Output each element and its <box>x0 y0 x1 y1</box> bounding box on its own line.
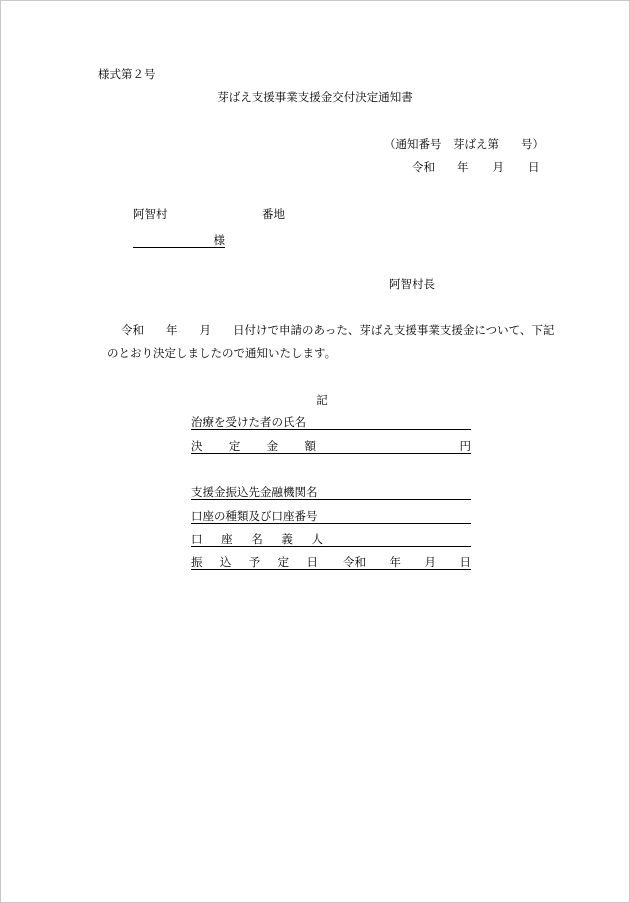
label-char: 定 <box>277 555 290 569</box>
notice-number-suffix: 号） <box>521 137 544 151</box>
address-banchi: 番地 <box>262 207 285 221</box>
transfer-date-month: 月 <box>424 555 436 569</box>
form-number: 様式第２号 <box>98 67 156 81</box>
field-bank-name-label: 支援金振込先金融機関名 <box>191 485 318 499</box>
label-char: 金 <box>266 439 279 453</box>
body-line1-rest: 日付けで申請のあった、芽ばえ支援事業支援金について、下記 <box>233 323 555 337</box>
field-account-type-number-label: 口座の種類及び口座番号 <box>191 509 318 523</box>
body-era: 令和 <box>121 323 144 337</box>
field-account-type-number <box>191 509 471 524</box>
label-char: 決 <box>191 439 203 453</box>
issue-date-month: 月 <box>492 160 504 174</box>
body-month: 月 <box>199 323 211 337</box>
field-account-holder-label <box>191 532 323 546</box>
notice-number <box>384 137 544 151</box>
issuer-name: 阿智村長 <box>389 277 435 291</box>
field-patient-name <box>191 415 471 430</box>
label-char: 口 <box>191 532 203 546</box>
label-char: 座 <box>221 532 233 546</box>
issue-date-year: 年 <box>457 160 469 174</box>
body-line-1 <box>121 323 554 337</box>
body-year: 年 <box>166 323 178 337</box>
label-char: 日 <box>306 555 318 569</box>
field-transfer-date <box>191 555 471 570</box>
ki-heading: 記 <box>316 393 328 407</box>
label-char: 予 <box>248 555 261 569</box>
field-decided-amount <box>191 439 471 454</box>
transfer-date-value <box>343 555 471 569</box>
label-char: 人 <box>311 532 323 546</box>
issue-date-era: 令和 <box>412 160 435 174</box>
field-transfer-date-label <box>191 555 318 569</box>
recipient-suffix: 様 <box>213 233 225 247</box>
amount-unit: 円 <box>459 439 471 453</box>
recipient-name-line <box>133 233 225 248</box>
label-char: 額 <box>304 439 316 453</box>
field-decided-amount-label <box>191 439 316 453</box>
document-title: 芽ばえ支援事業支援金交付決定通知書 <box>217 90 413 104</box>
body-line-2: のとおり決定しましたので通知いたします。 <box>107 346 337 360</box>
label-char: 振 <box>191 555 203 569</box>
transfer-date-year: 年 <box>389 555 401 569</box>
label-char: 義 <box>281 532 293 546</box>
issue-date-day: 日 <box>528 160 540 174</box>
transfer-date-day: 日 <box>459 555 471 569</box>
label-char: 定 <box>228 439 241 453</box>
label-char: 込 <box>219 555 232 569</box>
address-village: 阿智村 <box>133 207 168 221</box>
issue-date <box>412 160 540 174</box>
notice-number-prefix: （通知番号 芽ばえ第 <box>384 137 499 151</box>
field-patient-name-label: 治療を受けた者の氏名 <box>191 415 306 429</box>
field-account-holder <box>191 532 471 547</box>
transfer-date-era: 令和 <box>343 555 366 569</box>
label-char: 名 <box>251 532 263 546</box>
field-bank-name <box>191 485 471 500</box>
